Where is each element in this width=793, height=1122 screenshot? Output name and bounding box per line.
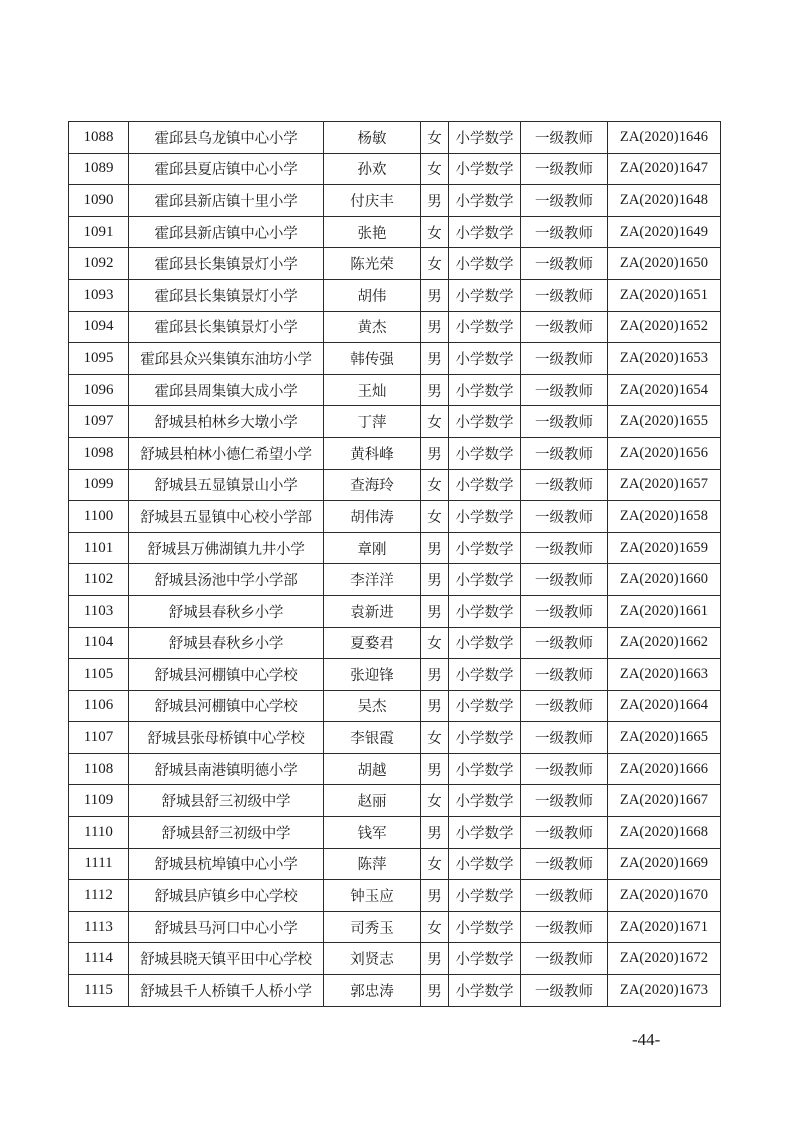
teacher-name: 陈萍 bbox=[324, 848, 421, 880]
subject: 小学数学 bbox=[449, 279, 521, 311]
row-number: 1096 bbox=[69, 374, 129, 406]
title-rank: 一级教师 bbox=[521, 817, 608, 849]
title-rank: 一级教师 bbox=[521, 659, 608, 691]
title-rank: 一级教师 bbox=[521, 469, 608, 501]
gender: 女 bbox=[421, 153, 449, 185]
school-name: 舒城县河棚镇中心学校 bbox=[129, 690, 324, 722]
subject: 小学数学 bbox=[449, 817, 521, 849]
school-name: 舒城县五显镇中心校小学部 bbox=[129, 501, 324, 533]
certificate-number: ZA(2020)1661 bbox=[608, 595, 721, 627]
certificate-number: ZA(2020)1660 bbox=[608, 564, 721, 596]
table-row bbox=[69, 817, 721, 849]
teacher-name: 郭忠涛 bbox=[324, 975, 421, 1007]
certificate-number: ZA(2020)1667 bbox=[608, 785, 721, 817]
certificate-number: ZA(2020)1646 bbox=[608, 122, 721, 154]
subject: 小学数学 bbox=[449, 753, 521, 785]
school-name: 霍邱县长集镇景灯小学 bbox=[129, 279, 324, 311]
gender: 女 bbox=[421, 722, 449, 754]
title-rank: 一级教师 bbox=[521, 248, 608, 280]
table-row bbox=[69, 943, 721, 975]
page-number: -44- bbox=[632, 1030, 661, 1049]
certificate-number: ZA(2020)1649 bbox=[608, 216, 721, 248]
table-row bbox=[69, 880, 721, 912]
school-name: 舒城县张母桥镇中心学校 bbox=[129, 722, 324, 754]
teacher-name: 司秀玉 bbox=[324, 911, 421, 943]
teacher-name: 刘贤志 bbox=[324, 943, 421, 975]
teacher-name: 黄杰 bbox=[324, 311, 421, 343]
school-name: 舒城县马河口中心小学 bbox=[129, 911, 324, 943]
row-number: 1099 bbox=[69, 469, 129, 501]
school-name: 舒城县南港镇明德小学 bbox=[129, 753, 324, 785]
gender: 男 bbox=[421, 975, 449, 1007]
row-number: 1089 bbox=[69, 153, 129, 185]
school-name: 舒城县汤池中学小学部 bbox=[129, 564, 324, 596]
table-row bbox=[69, 659, 721, 691]
subject: 小学数学 bbox=[449, 153, 521, 185]
title-rank: 一级教师 bbox=[521, 279, 608, 311]
table-row bbox=[69, 722, 721, 754]
title-rank: 一级教师 bbox=[521, 153, 608, 185]
table-row bbox=[69, 374, 721, 406]
row-number: 1102 bbox=[69, 564, 129, 596]
certificate-number: ZA(2020)1672 bbox=[608, 943, 721, 975]
gender: 女 bbox=[421, 122, 449, 154]
title-rank: 一级教师 bbox=[521, 501, 608, 533]
subject: 小学数学 bbox=[449, 122, 521, 154]
row-number: 1112 bbox=[69, 880, 129, 912]
row-number: 1111 bbox=[69, 848, 129, 880]
certificate-number: ZA(2020)1673 bbox=[608, 975, 721, 1007]
gender: 女 bbox=[421, 785, 449, 817]
row-number: 1114 bbox=[69, 943, 129, 975]
table-row bbox=[69, 343, 721, 375]
teacher-name: 张迎锋 bbox=[324, 659, 421, 691]
certificate-number: ZA(2020)1656 bbox=[608, 437, 721, 469]
table-row bbox=[69, 911, 721, 943]
gender: 男 bbox=[421, 595, 449, 627]
row-number: 1108 bbox=[69, 753, 129, 785]
gender: 女 bbox=[421, 911, 449, 943]
title-rank: 一级教师 bbox=[521, 848, 608, 880]
title-rank: 一级教师 bbox=[521, 185, 608, 217]
table-row bbox=[69, 785, 721, 817]
certificate-number: ZA(2020)1648 bbox=[608, 185, 721, 217]
row-number: 1097 bbox=[69, 406, 129, 438]
teacher-name: 孙欢 bbox=[324, 153, 421, 185]
table-row bbox=[69, 311, 721, 343]
subject: 小学数学 bbox=[449, 911, 521, 943]
teacher-name: 胡伟涛 bbox=[324, 501, 421, 533]
table-row bbox=[69, 848, 721, 880]
teacher-name: 钱军 bbox=[324, 817, 421, 849]
gender: 女 bbox=[421, 469, 449, 501]
row-number: 1110 bbox=[69, 817, 129, 849]
certificate-number: ZA(2020)1670 bbox=[608, 880, 721, 912]
teacher-name: 黄科峰 bbox=[324, 437, 421, 469]
row-number: 1104 bbox=[69, 627, 129, 659]
gender: 女 bbox=[421, 501, 449, 533]
gender: 男 bbox=[421, 753, 449, 785]
row-number: 1091 bbox=[69, 216, 129, 248]
row-number: 1103 bbox=[69, 595, 129, 627]
certificate-number: ZA(2020)1662 bbox=[608, 627, 721, 659]
table-row bbox=[69, 406, 721, 438]
table-row bbox=[69, 501, 721, 533]
certificate-number: ZA(2020)1653 bbox=[608, 343, 721, 375]
school-name: 舒城县千人桥镇千人桥小学 bbox=[129, 975, 324, 1007]
subject: 小学数学 bbox=[449, 532, 521, 564]
row-number: 1095 bbox=[69, 343, 129, 375]
teacher-name: 丁萍 bbox=[324, 406, 421, 438]
school-name: 霍邱县新店镇十里小学 bbox=[129, 185, 324, 217]
table-row bbox=[69, 185, 721, 217]
school-name: 舒城县晓天镇平田中心学校 bbox=[129, 943, 324, 975]
title-rank: 一级教师 bbox=[521, 343, 608, 375]
subject: 小学数学 bbox=[449, 406, 521, 438]
teacher-name: 章刚 bbox=[324, 532, 421, 564]
teacher-name: 胡伟 bbox=[324, 279, 421, 311]
school-name: 舒城县五显镇景山小学 bbox=[129, 469, 324, 501]
title-rank: 一级教师 bbox=[521, 911, 608, 943]
teacher-name: 杨敏 bbox=[324, 122, 421, 154]
row-number: 1105 bbox=[69, 659, 129, 691]
subject: 小学数学 bbox=[449, 880, 521, 912]
gender: 女 bbox=[421, 216, 449, 248]
certificate-number: ZA(2020)1651 bbox=[608, 279, 721, 311]
teacher-name: 袁新进 bbox=[324, 595, 421, 627]
certificate-number: ZA(2020)1657 bbox=[608, 469, 721, 501]
certificate-number: ZA(2020)1664 bbox=[608, 690, 721, 722]
row-number: 1115 bbox=[69, 975, 129, 1007]
gender: 男 bbox=[421, 343, 449, 375]
school-name: 舒城县舒三初级中学 bbox=[129, 817, 324, 849]
school-name: 霍邱县乌龙镇中心小学 bbox=[129, 122, 324, 154]
table-row bbox=[69, 627, 721, 659]
teacher-name: 胡越 bbox=[324, 753, 421, 785]
teacher-name: 李洋洋 bbox=[324, 564, 421, 596]
school-name: 舒城县杭埠镇中心小学 bbox=[129, 848, 324, 880]
teacher-name: 查海玲 bbox=[324, 469, 421, 501]
gender: 男 bbox=[421, 437, 449, 469]
gender: 男 bbox=[421, 817, 449, 849]
title-rank: 一级教师 bbox=[521, 532, 608, 564]
subject: 小学数学 bbox=[449, 501, 521, 533]
teacher-name: 夏婺君 bbox=[324, 627, 421, 659]
table-row bbox=[69, 216, 721, 248]
row-number: 1113 bbox=[69, 911, 129, 943]
gender: 男 bbox=[421, 279, 449, 311]
title-rank: 一级教师 bbox=[521, 564, 608, 596]
row-number: 1094 bbox=[69, 311, 129, 343]
row-number: 1090 bbox=[69, 185, 129, 217]
subject: 小学数学 bbox=[449, 374, 521, 406]
table-row bbox=[69, 248, 721, 280]
subject: 小学数学 bbox=[449, 437, 521, 469]
gender: 男 bbox=[421, 185, 449, 217]
teacher-name: 韩传强 bbox=[324, 343, 421, 375]
table-row bbox=[69, 469, 721, 501]
title-rank: 一级教师 bbox=[521, 311, 608, 343]
certificate-number: ZA(2020)1647 bbox=[608, 153, 721, 185]
row-number: 1107 bbox=[69, 722, 129, 754]
teacher-name: 李银霞 bbox=[324, 722, 421, 754]
row-number: 1106 bbox=[69, 690, 129, 722]
row-number: 1109 bbox=[69, 785, 129, 817]
roster-body bbox=[69, 122, 721, 1007]
subject: 小学数学 bbox=[449, 248, 521, 280]
gender: 男 bbox=[421, 311, 449, 343]
table-row bbox=[69, 122, 721, 154]
table-row bbox=[69, 753, 721, 785]
teacher-roster-table bbox=[68, 121, 721, 1007]
gender: 男 bbox=[421, 880, 449, 912]
school-name: 霍邱县夏店镇中心小学 bbox=[129, 153, 324, 185]
school-name: 霍邱县长集镇景灯小学 bbox=[129, 311, 324, 343]
certificate-number: ZA(2020)1650 bbox=[608, 248, 721, 280]
teacher-name: 王灿 bbox=[324, 374, 421, 406]
certificate-number: ZA(2020)1663 bbox=[608, 659, 721, 691]
row-number: 1093 bbox=[69, 279, 129, 311]
certificate-number: ZA(2020)1668 bbox=[608, 817, 721, 849]
subject: 小学数学 bbox=[449, 848, 521, 880]
table-row bbox=[69, 595, 721, 627]
table-row bbox=[69, 532, 721, 564]
table-row bbox=[69, 564, 721, 596]
school-name: 舒城县河棚镇中心学校 bbox=[129, 659, 324, 691]
teacher-name: 赵丽 bbox=[324, 785, 421, 817]
certificate-number: ZA(2020)1652 bbox=[608, 311, 721, 343]
gender: 男 bbox=[421, 659, 449, 691]
subject: 小学数学 bbox=[449, 185, 521, 217]
subject: 小学数学 bbox=[449, 690, 521, 722]
school-name: 舒城县舒三初级中学 bbox=[129, 785, 324, 817]
subject: 小学数学 bbox=[449, 469, 521, 501]
teacher-name: 陈光荣 bbox=[324, 248, 421, 280]
subject: 小学数学 bbox=[449, 343, 521, 375]
school-name: 霍邱县周集镇大成小学 bbox=[129, 374, 324, 406]
school-name: 霍邱县长集镇景灯小学 bbox=[129, 248, 324, 280]
certificate-number: ZA(2020)1658 bbox=[608, 501, 721, 533]
row-number: 1101 bbox=[69, 532, 129, 564]
school-name: 舒城县万佛湖镇九井小学 bbox=[129, 532, 324, 564]
school-name: 霍邱县新店镇中心小学 bbox=[129, 216, 324, 248]
title-rank: 一级教师 bbox=[521, 627, 608, 659]
subject: 小学数学 bbox=[449, 785, 521, 817]
gender: 男 bbox=[421, 943, 449, 975]
subject: 小学数学 bbox=[449, 943, 521, 975]
title-rank: 一级教师 bbox=[521, 122, 608, 154]
title-rank: 一级教师 bbox=[521, 437, 608, 469]
gender: 男 bbox=[421, 374, 449, 406]
school-name: 舒城县柏林小德仁希望小学 bbox=[129, 437, 324, 469]
subject: 小学数学 bbox=[449, 659, 521, 691]
title-rank: 一级教师 bbox=[521, 406, 608, 438]
gender: 女 bbox=[421, 406, 449, 438]
row-number: 1088 bbox=[69, 122, 129, 154]
subject: 小学数学 bbox=[449, 311, 521, 343]
school-name: 舒城县春秋乡小学 bbox=[129, 595, 324, 627]
certificate-number: ZA(2020)1655 bbox=[608, 406, 721, 438]
certificate-number: ZA(2020)1659 bbox=[608, 532, 721, 564]
subject: 小学数学 bbox=[449, 627, 521, 659]
title-rank: 一级教师 bbox=[521, 785, 608, 817]
certificate-number: ZA(2020)1665 bbox=[608, 722, 721, 754]
teacher-name: 吴杰 bbox=[324, 690, 421, 722]
gender: 男 bbox=[421, 690, 449, 722]
subject: 小学数学 bbox=[449, 216, 521, 248]
row-number: 1092 bbox=[69, 248, 129, 280]
title-rank: 一级教师 bbox=[521, 753, 608, 785]
subject: 小学数学 bbox=[449, 975, 521, 1007]
title-rank: 一级教师 bbox=[521, 216, 608, 248]
teacher-name: 钟玉应 bbox=[324, 880, 421, 912]
subject: 小学数学 bbox=[449, 564, 521, 596]
school-name: 舒城县柏林乡大墩小学 bbox=[129, 406, 324, 438]
table-row bbox=[69, 279, 721, 311]
row-number: 1100 bbox=[69, 501, 129, 533]
gender: 女 bbox=[421, 248, 449, 280]
subject: 小学数学 bbox=[449, 722, 521, 754]
title-rank: 一级教师 bbox=[521, 722, 608, 754]
gender: 男 bbox=[421, 532, 449, 564]
teacher-name: 张艳 bbox=[324, 216, 421, 248]
school-name: 舒城县春秋乡小学 bbox=[129, 627, 324, 659]
certificate-number: ZA(2020)1654 bbox=[608, 374, 721, 406]
title-rank: 一级教师 bbox=[521, 690, 608, 722]
title-rank: 一级教师 bbox=[521, 975, 608, 1007]
teacher-name: 付庆丰 bbox=[324, 185, 421, 217]
title-rank: 一级教师 bbox=[521, 880, 608, 912]
school-name: 舒城县庐镇乡中心学校 bbox=[129, 880, 324, 912]
gender: 女 bbox=[421, 627, 449, 659]
title-rank: 一级教师 bbox=[521, 374, 608, 406]
subject: 小学数学 bbox=[449, 595, 521, 627]
school-name: 霍邱县众兴集镇东油坊小学 bbox=[129, 343, 324, 375]
certificate-number: ZA(2020)1669 bbox=[608, 848, 721, 880]
certificate-number: ZA(2020)1671 bbox=[608, 911, 721, 943]
certificate-number: ZA(2020)1666 bbox=[608, 753, 721, 785]
row-number: 1098 bbox=[69, 437, 129, 469]
table-row bbox=[69, 975, 721, 1007]
gender: 女 bbox=[421, 848, 449, 880]
table-row bbox=[69, 690, 721, 722]
gender: 男 bbox=[421, 564, 449, 596]
title-rank: 一级教师 bbox=[521, 943, 608, 975]
table-row bbox=[69, 437, 721, 469]
table-row bbox=[69, 153, 721, 185]
title-rank: 一级教师 bbox=[521, 595, 608, 627]
